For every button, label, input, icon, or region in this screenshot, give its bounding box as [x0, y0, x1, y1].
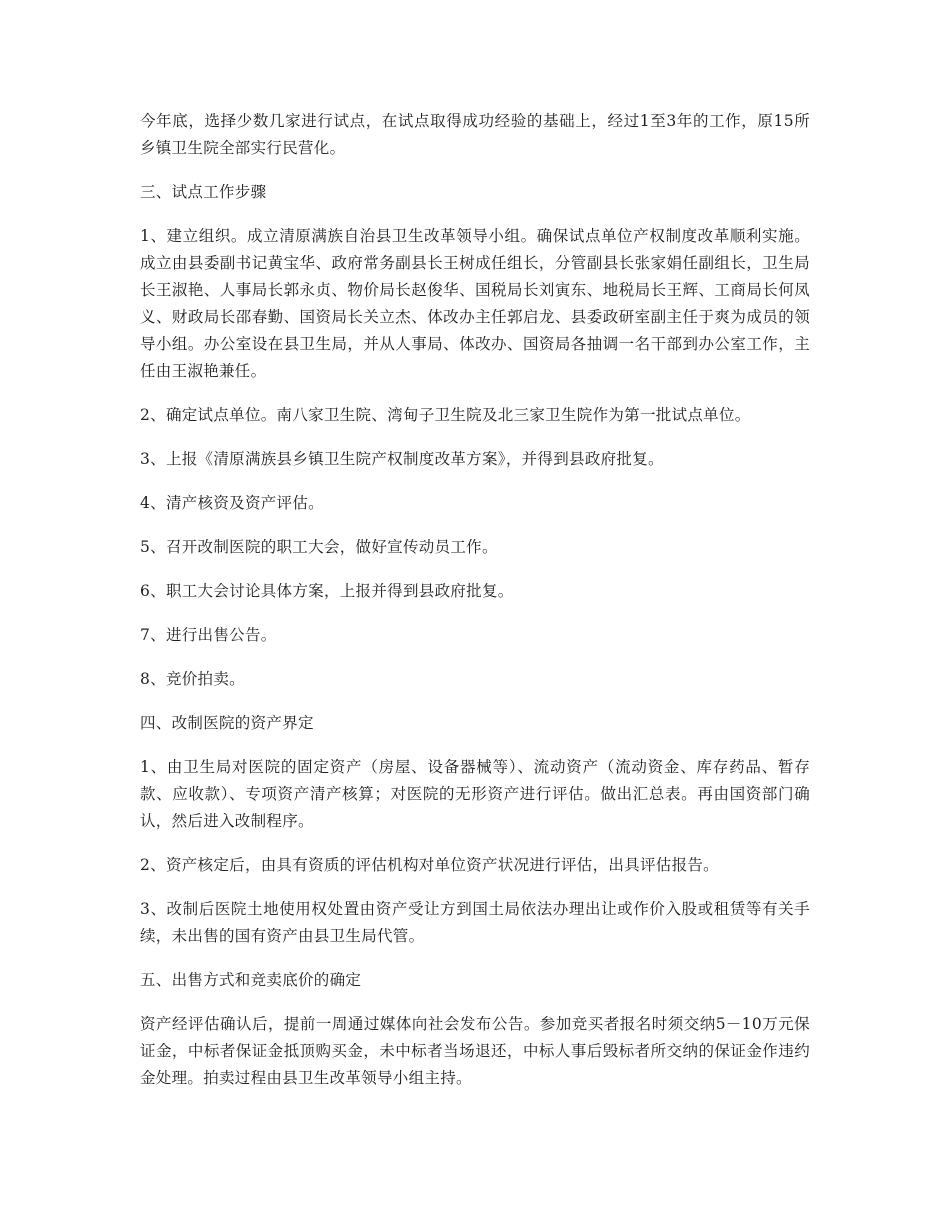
paragraph-step-3: 3、上报《清原满族县乡镇卫生院产权制度改革方案》，并得到县政府批复。 [140, 450, 664, 468]
paragraph-step-4: 4、清产核资及资产评估。 [140, 494, 324, 512]
paragraph-step-6: 6、职工大会讨论具体方案，上报并得到县政府批复。 [140, 582, 514, 600]
paragraph-sale-method: 资产经评估确认后，提前一周通过媒体向社会发布公告。参加竞买者报名时须交纳5－10万元保证金，中标者保证金抵顶购买金，未中标者当场退还，中标人事后毁标者所交纳的保证金作违约金处理。拍卖过程由县卫生改革领导小组主持。 [140, 1015, 810, 1087]
paragraph-intro: 今年底，选择少数几家进行试点，在试点取得成功经验的基础上，经过1至3年的工作，原15所乡镇卫生院全部实行民营化。 [140, 112, 810, 157]
paragraph-step-1: 1、建立组织。成立清原满族自治县卫生改革领导小组。确保试点单位产权制度改革顺利实施。成立由县委副书记黄宝华、政府常务副县长王树成任组长，分管副县长张家娟任副组长，卫生局长王淑艳、人事局长郭永贞、物价局长赵俊华、国税局长刘寅东、地税局长王辉、工商局长何凤义、财政局长邵春勤、国资局长关立杰、体改办主任郭启龙、县委政研室副主任于爽为成员的领导小组。办公室设在县卫生局，并从人事局、体改办、国资局各抽调一名干部到办公室工作，主任由王淑艳兼任。 [140, 227, 810, 380]
paragraph-step-2: 2、确定试点单位。南八家卫生院、湾甸子卫生院及北三家卫生院作为第一批试点单位。 [140, 406, 751, 424]
paragraph-step-8: 8、竞价拍卖。 [140, 670, 245, 688]
paragraph-asset-3: 3、改制后医院土地使用权处置由资产受让方到国土局依法办理出让或作价入股或租赁等有关手续，未出售的国有资产由县卫生局代管。 [140, 900, 810, 945]
paragraph-asset-1: 1、由卫生局对医院的固定资产（房屋、设备器械等）、流动资产（流动资金、库存药品、暂存款、应收款）、专项资产清产核算；对医院的无形资产进行评估。做出汇总表。再由国资部门确认，然后进入改制程序。 [140, 758, 810, 830]
paragraph-step-5: 5、召开改制医院的职工大会，做好宣传动员工作。 [140, 538, 498, 556]
paragraph-asset-2: 2、资产核定后，由具有资质的评估机构对单位资产状况进行评估，出具评估报告。 [140, 856, 719, 874]
section-heading-4: 四、改制医院的资产界定 [140, 714, 314, 732]
paragraph-step-7: 7、进行出售公告。 [140, 626, 277, 644]
section-heading-5: 五、出售方式和竞卖底价的确定 [140, 971, 362, 989]
section-heading-3: 三、试点工作步骤 [140, 183, 267, 201]
